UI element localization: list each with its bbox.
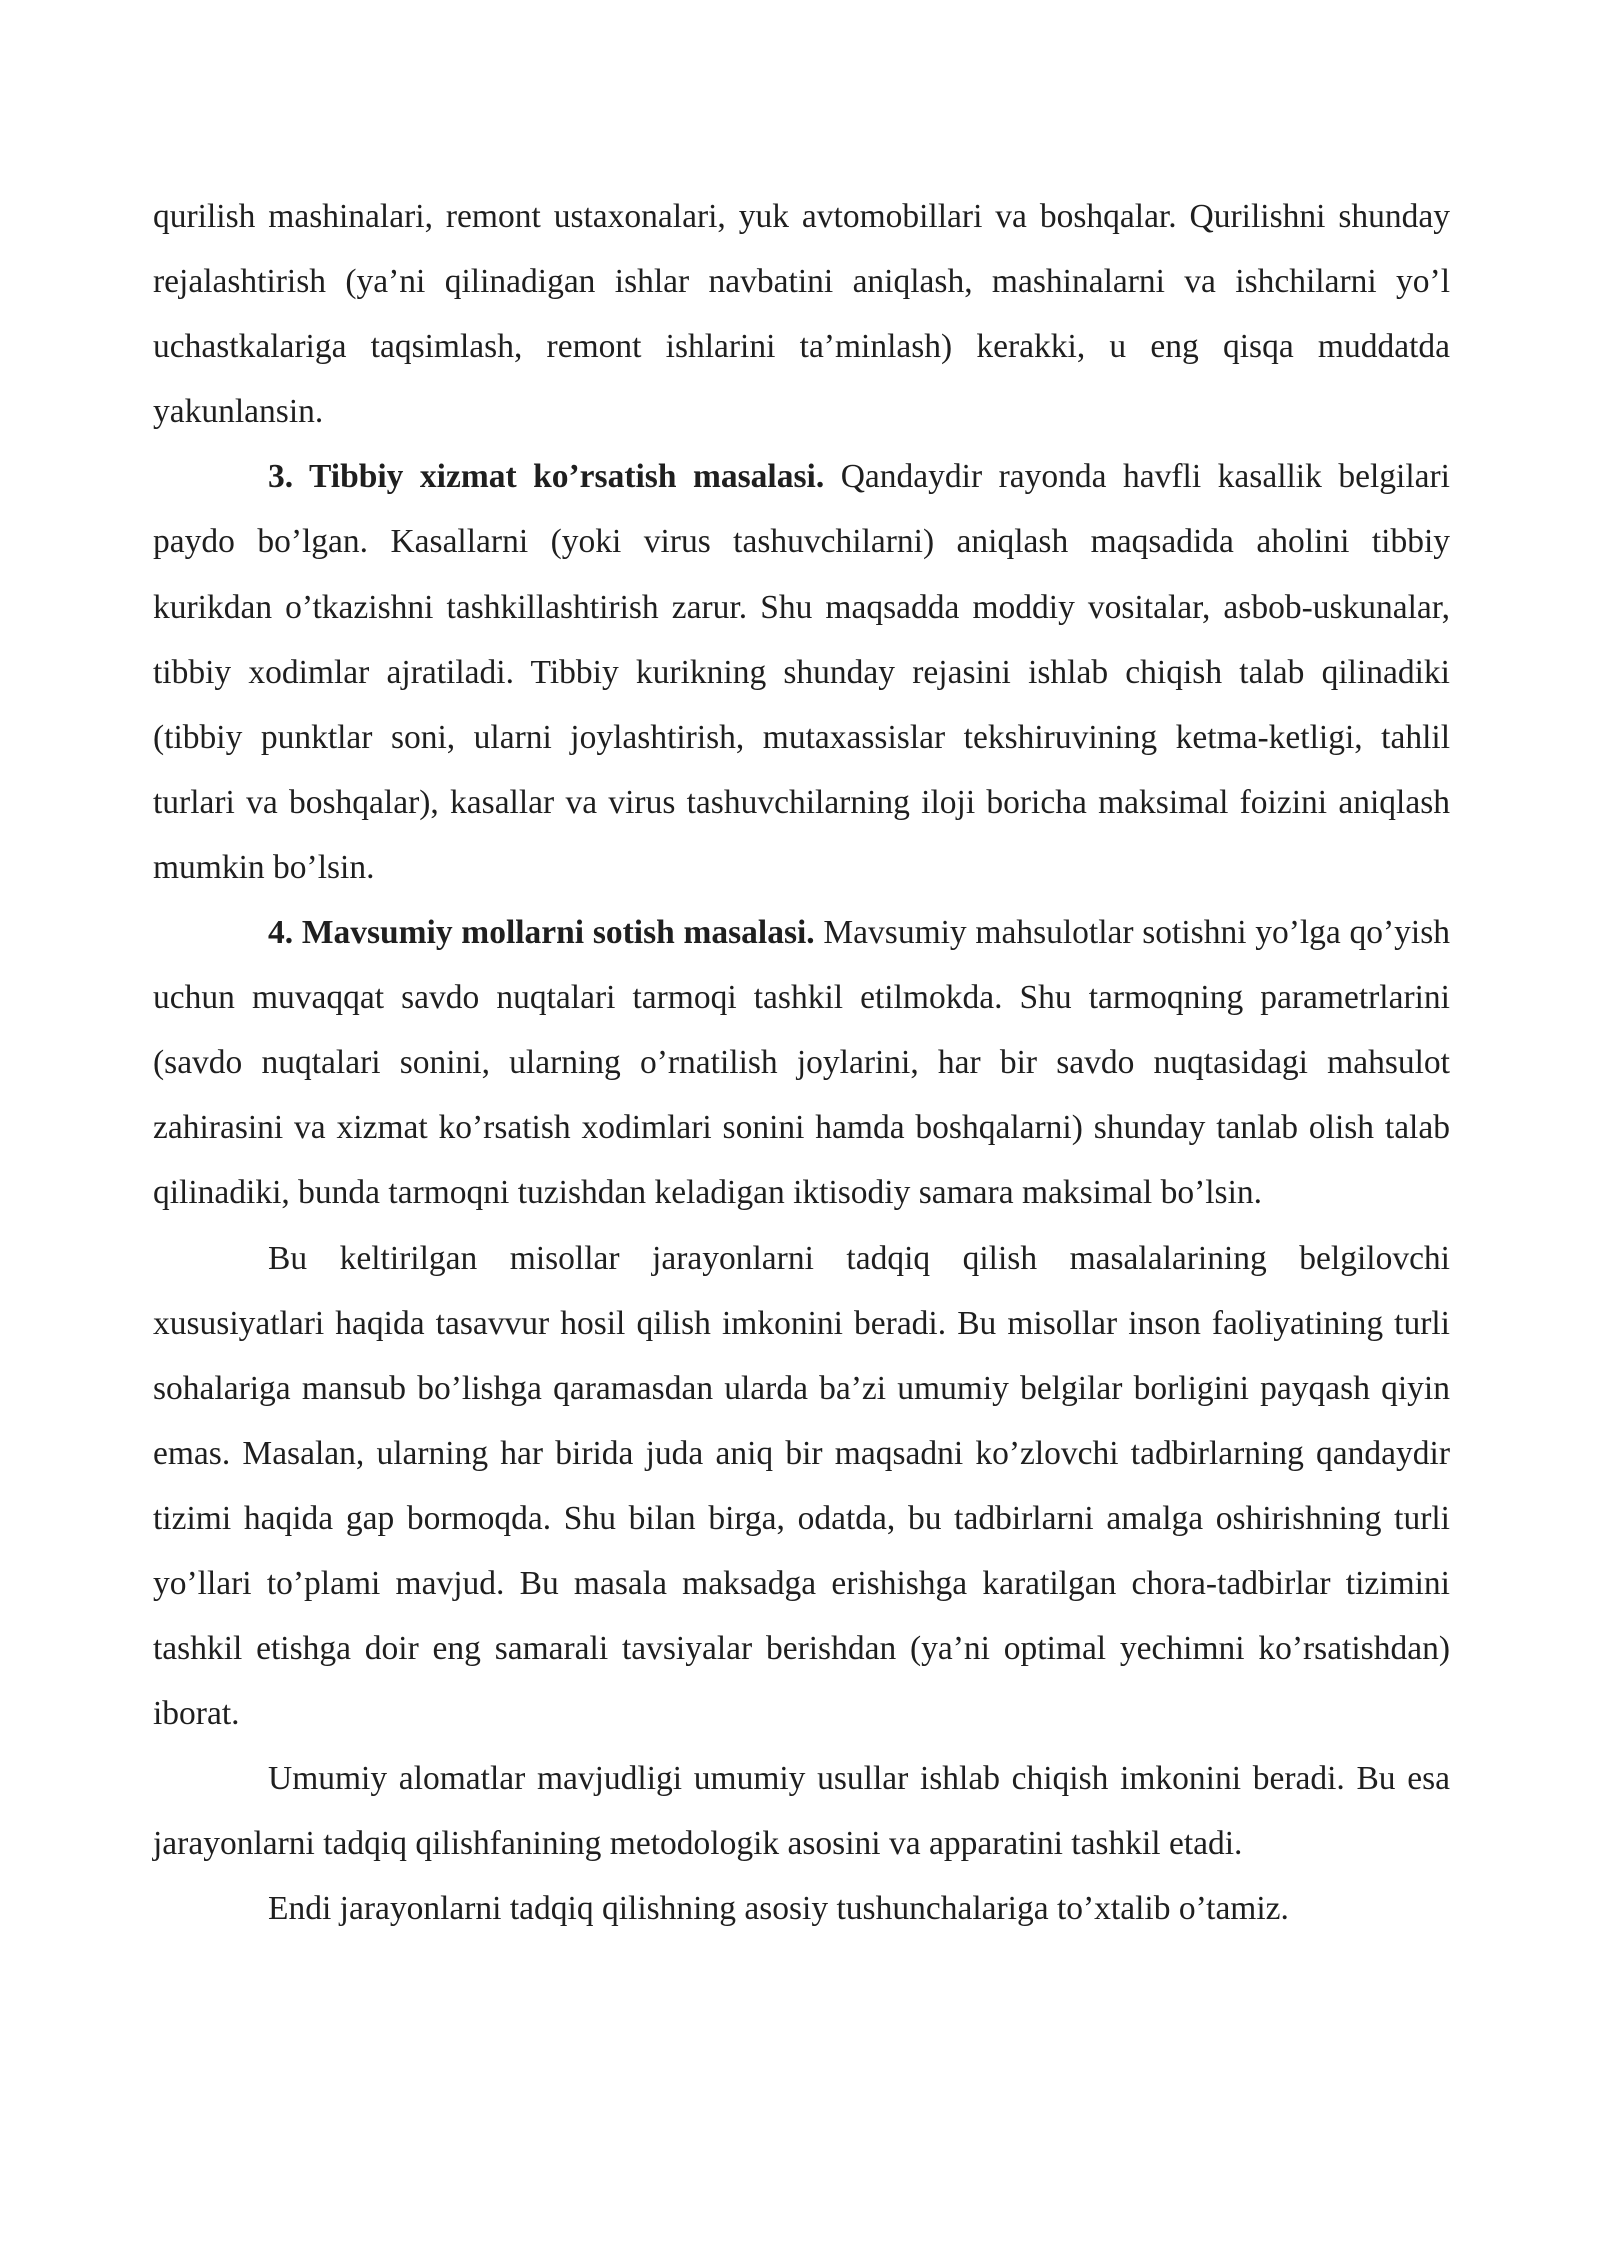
paragraph-common-features (153, 1746, 1450, 1876)
document-body (153, 184, 1450, 1942)
paragraph-construction-continuation (153, 184, 1450, 444)
paragraph-text: Mavsumiy mahsulotlar sotishni yo’lga qo’yish uchun muvaqqat savdo nuqtalari tarmoqi tashkil etilmokda. Shu tarmoqning parametrlarini (savdo nuqtalari sonini, ularning o’rnatilish joylarini, har bir savdo nuqtasidagi mahsulot zahirasini va xizmat ko’rsatish xodimlari sonini hamda boshqalarni) shunday tanlab olish talab qilinadiki, bunda tarmoqni tuzishdan keladigan iktisodiy samara maksimal bo’lsin. (153, 914, 1451, 1212)
paragraph-medical-service-problem (153, 444, 1450, 900)
section-heading: 4. Mavsumiy mollarni sotish masalasi. (268, 914, 815, 952)
paragraph-text: Umumiy alomatlar mavjudligi umumiy usullar ishlab chiqish imkonini beradi. Bu esa jarayonlarni tadqiq qilishfanining metodologik asosini va apparatini tashkil etadi. (153, 1760, 1450, 1863)
paragraph-text: Qandaydir rayonda havfli kasallik belgilari paydo bo’lgan. Kasallarni (yoki virus tashuvchilarni) aniqlash maqsadida aholini tibbiy kurikdan o’tkazishni tashkillashtirish zarur. Shu maqsadda moddiy vositalar, asbob-uskunalar, tibbiy xodimlar ajratiladi. Tibbiy kurikning shunday rejasini ishlab chiqish talab qilinadiki (tibbiy punktlar soni, ularni joylashtirish, mutaxassislar tekshiruvining ketma-ketligi, tahlil turlari va boshqalar), kasallar va virus tashuvchilarning iloji boricha maksimal foizini aniqlash mumkin bo’lsin. (153, 458, 1450, 886)
paragraph-examples-summary (153, 1226, 1450, 1747)
paragraph-text: Bu keltirilgan misollar jarayonlarni tadqiq qilish masalalarining belgilovchi xususiyatlari haqida tasavvur hosil qilish imkonini beradi. Bu misollar inson faoliyatining turli sohalariga mansub bo’lishga qaramasdan ularda ba’zi umumiy belgilar borligini payqash qiyin emas. Masalan, ularning har birida juda aniq bir maqsadni ko’zlovchi tadbirlarning qandaydir tizimi haqida gap bormoqda. Shu bilan birga, odatda, bu tadbirlarni amalga oshirishning turli yo’llari to’plami mavjud. Bu masala maksadga erishishga karatilgan chora-tadbirlar tizimini tashkil etishga doir eng samarali tavsiyalar berishdan (ya’ni optimal yechimni ko’rsatishdan) iborat. (153, 1239, 1450, 1733)
section-heading: 3. Tibbiy xizmat ko’rsatish masalasi. (268, 458, 825, 496)
paragraph-seasonal-goods-problem (153, 900, 1450, 1225)
paragraph-text: Endi jarayonlarni tadqiq qilishning asosiy tushunchalariga to’xtalib o’tamiz. (268, 1890, 1289, 1928)
paragraph-transition (153, 1876, 1450, 1941)
paragraph-text: qurilish mashinalari, remont ustaxonalari, yuk avtomobillari va boshqalar. Qurilishni shunday rejalashtirish (ya’ni qilinadigan ishlar navbatini aniqlash, mashinalarni va ishchilarni yo’l uchastkalariga taqsimlash, remont ishlarini ta’minlash) kerakki, u eng qisqa muddatda yakunlansin. (153, 198, 1450, 431)
